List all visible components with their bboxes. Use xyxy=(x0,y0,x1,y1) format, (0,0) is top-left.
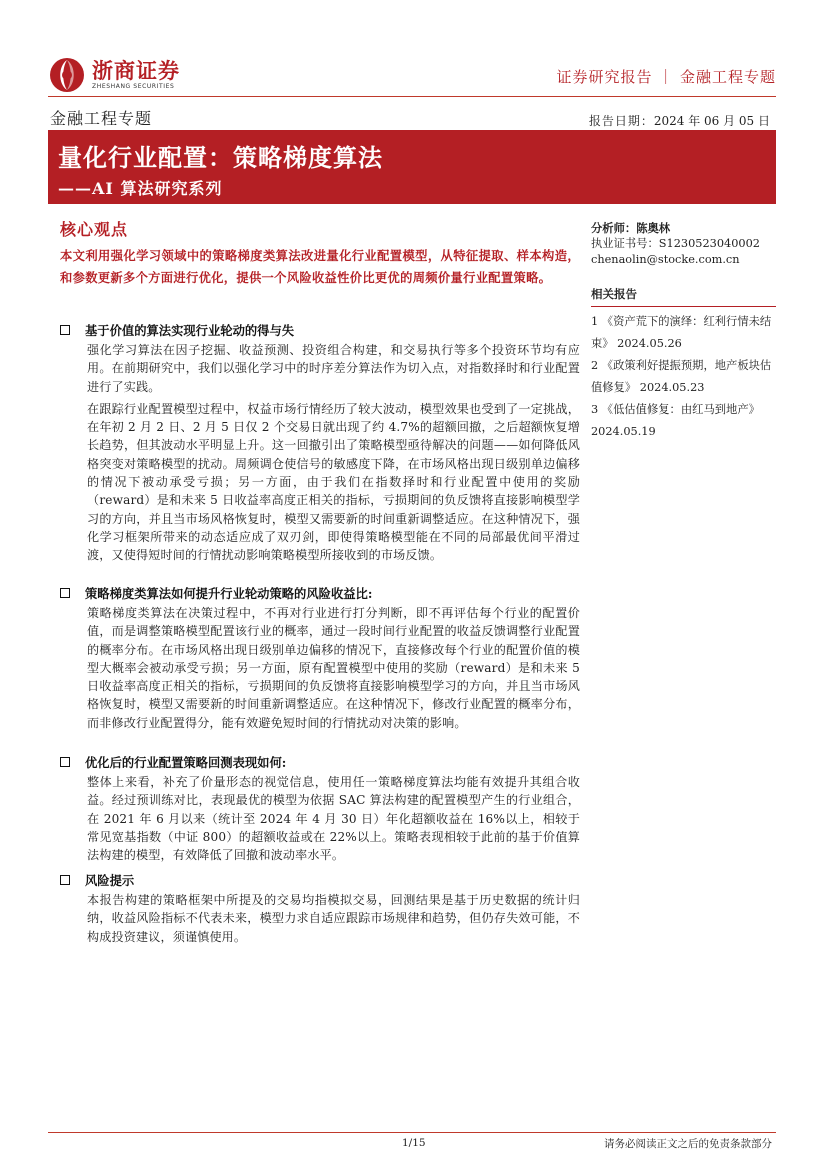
logo-chinese-name: 浙商证券 xyxy=(92,59,180,83)
core-viewpoint-summary: 本文利用强化学习领域中的策略梯度类算法改进量化行业配置模型，从特征提取、样本构造，和参数更新多个方面进行优化，提供一个风险收益性价比更优的周频价量行业配置策略。 xyxy=(60,248,580,285)
bullet-section-value-based xyxy=(60,321,580,565)
page-footer xyxy=(48,1124,776,1154)
report-title: 量化行业配置：策略梯度算法 xyxy=(58,143,383,172)
related-reports-title: 相关报告 xyxy=(591,287,637,301)
section-label: 金融工程专题 xyxy=(50,109,153,128)
checkbox-bullet-icon xyxy=(60,588,70,598)
header-divider xyxy=(48,96,776,97)
bullet-paragraph: 强化学习算法在因子挖掘、收益预测、投资组合构建，和交易执行等多个投资环节均有应用。在前期研究中，我们以强化学习中的时序差分算法作为切入点，对指数择时和行业配置进行了实践。 xyxy=(87,343,580,394)
page-number: 1/15 xyxy=(402,1137,426,1149)
bullet-paragraph: 策略梯度类算法在决策过程中，不再对行业进行打分判断，即不再评估每个行业的配置价值，而是调整策略模型配置该行业的概率，通过一段时间行业配置的收益反馈调整行业配置的概率分布。在市场风格出现日级别单边偏移的情况下，直接修改每个行业的配置价值的模型大概率会被动承受亏损；另一方面，原有配置模型中使用的奖励（reward）是和未来 5 日收益率高度正相关的指标，亏损期间的负反馈将直接影响模型学习的方向，并且当市场风格恢复时，模型又需要新的时间重新调整适应。在这种情况下，修改行业配置的概率分布，而非修改行业配置得分，能有效避免短时间的行情扰动对决策的影响。 xyxy=(87,606,580,730)
core-viewpoint-title: 核心观点 xyxy=(60,220,129,239)
title-banner xyxy=(48,130,776,204)
footer-divider xyxy=(48,1132,776,1133)
report-date xyxy=(589,112,770,129)
report-subtitle: ——AI 算法研究系列 xyxy=(58,179,223,198)
checkbox-bullet-icon xyxy=(60,757,70,767)
analyst-license: 执业证书号：S1230523040002 xyxy=(591,237,760,250)
logo-english-name: ZHESHANG SECURITIES xyxy=(92,83,175,90)
bullet-title: 风险提示 xyxy=(85,873,135,888)
bullet-paragraph: 本报告构建的策略框架中所提及的交易均指模拟交易，回测结果是基于历史数据的统计归纳，收益风险指标不代表未来，模型力求自适应跟踪市场规律和趋势，但仍存失效可能，不构成投资建议，须谨慎使用。 xyxy=(87,893,580,944)
report-date-label: 报告日期： xyxy=(588,114,654,128)
related-report-item[interactable]: 2 《政策利好提振预期，地产板块估值修复》 2024.05.23 xyxy=(591,359,772,394)
zheshang-logo-icon xyxy=(48,56,86,94)
checkbox-bullet-icon xyxy=(60,325,70,335)
report-date-value: 2024 年 06 月 05 日 xyxy=(653,114,770,128)
bullet-title: 策略梯度类算法如何提升行业轮动策略的风险收益比: xyxy=(85,586,373,601)
checkbox-bullet-icon xyxy=(60,875,70,885)
analyst-name: 分析师：陈奥林 xyxy=(591,221,671,235)
related-reports-divider xyxy=(591,306,776,307)
sidebar xyxy=(591,220,776,443)
bullet-section-backtest xyxy=(60,753,580,864)
bullet-title: 优化后的行业配置策略回测表现如何: xyxy=(85,755,287,770)
bullet-section-policy-gradient xyxy=(60,584,580,732)
bullet-paragraph: 在跟踪行业配置模型过程中，权益市场行情经历了较大波动，模型效果也受到了一定挑战，在年初 2 月 2 日、2 月 5 日仅 2 个交易日就出现了约 4.7%的超额回撤，之后超额恢复增长趋势，但其波动水平明显上升。这一回撤引出了策略模型亟待解决的问题——如何降低风格突变对策略模型的扰动。周频调仓使信号的敏感度下降，在市场风格出现日级别单边偏移的情况下被动承受亏损；另一方面，由于我们在指数择时和行业配置中使用的奖励（reward）是和未来 5 日收益率高度正相关的指标，亏损期间的负反馈将直接影响模型学习的方向，并且当市场风格恢复时，模型又需要新的时间重新调整适应。在这种情况下，强化学习框架所带来的动态适应成了双刃剑，即使得策略模型能在不同的局部最优间平滑过渡，又使得短时间的行情扰动影响策略模型所接收到的市场反馈。 xyxy=(87,401,580,563)
logo xyxy=(48,56,180,94)
report-type: 证券研究报告 ｜ 金融工程专题 xyxy=(556,68,776,86)
disclaimer-note: 请务必阅读正文之后的免责条款部分 xyxy=(604,1138,772,1150)
bullet-title: 基于价值的算法实现行业轮动的得与失 xyxy=(85,323,295,338)
analyst-email[interactable]: chenaolin@stocke.com.cn xyxy=(591,253,740,266)
bullet-paragraph: 整体上来看，补充了价量形态的视觉信息，使用任一策略梯度算法均能有效提升其组合收益。经过预训练对比，表现最优的模型为依据 SAC 算法构建的配置模型产生的行业组合，在 2021 年 6 月以来（统计至 2024 年 4 月 30 日）年化超额收益在 16%以上，相较于常见宽基指数（中证 800）的超额收益或在 22%以上。策略表现相较于此前的基于价值算法构建的模型，有效降低了回撤和波动率水平。 xyxy=(87,775,580,863)
related-report-item[interactable]: 3 《低估值修复：由红马到地产》 2024.05.19 xyxy=(591,403,760,438)
page-header xyxy=(48,56,776,96)
bullet-section-risk xyxy=(60,871,580,946)
related-report-item[interactable]: 1 《资产荒下的演绎：红利行情未结束》 2024.05.26 xyxy=(591,315,772,350)
